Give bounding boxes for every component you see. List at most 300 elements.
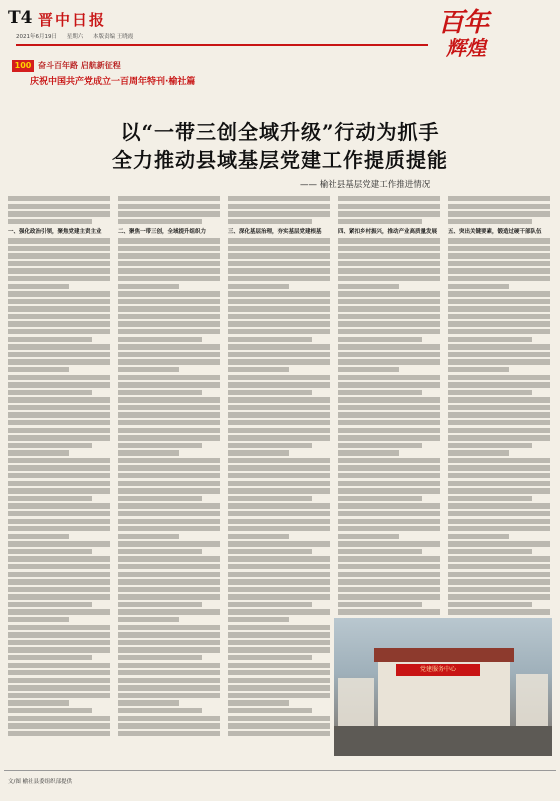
- text-line: [338, 428, 440, 433]
- text-line: [8, 321, 110, 326]
- text-line: [448, 211, 550, 216]
- text-line: [228, 420, 330, 425]
- date-line: [16, 32, 141, 40]
- issue-date: 2021年6月19日: [16, 34, 57, 40]
- text-line: [338, 204, 440, 209]
- text-line: [228, 481, 330, 486]
- text-line: [8, 700, 69, 705]
- text-line: [118, 549, 202, 554]
- text-line: [8, 246, 110, 251]
- text-line: [448, 367, 509, 372]
- text-line: [228, 617, 289, 622]
- text-line: [338, 519, 440, 524]
- text-line: [338, 314, 440, 319]
- text-line: [338, 481, 440, 486]
- text-line: [338, 238, 440, 243]
- text-line: [448, 450, 509, 455]
- headline-line-2: 全力推动县域基层党建工作提质提能: [112, 148, 448, 172]
- text-line: [338, 450, 399, 455]
- text-line: [338, 219, 422, 224]
- text-line: [228, 519, 330, 524]
- text-line: [118, 375, 220, 380]
- text-line: [228, 284, 289, 289]
- text-line: [338, 443, 422, 448]
- text-line: [8, 284, 69, 289]
- text-line: [118, 291, 220, 296]
- text-line: [8, 708, 92, 713]
- text-line: [228, 306, 330, 311]
- text-line: [8, 291, 110, 296]
- text-line: [338, 344, 440, 349]
- text-line: [338, 359, 440, 364]
- text-line: [448, 443, 532, 448]
- text-line: [8, 344, 110, 349]
- text-line: [338, 503, 440, 508]
- text-line: [338, 465, 440, 470]
- masthead: [8, 6, 398, 54]
- text-line: [448, 397, 550, 402]
- text-line: [228, 549, 312, 554]
- text-line: [338, 412, 440, 417]
- text-line: [338, 602, 422, 607]
- text-line: [228, 253, 330, 258]
- text-line: [118, 632, 220, 637]
- text-line: [448, 519, 550, 524]
- text-line: [338, 268, 440, 273]
- text-line: [118, 219, 202, 224]
- page-number: T4: [8, 8, 33, 28]
- text-line: [228, 564, 330, 569]
- text-line: [228, 329, 330, 334]
- text-line: [338, 261, 440, 266]
- text-line: [8, 625, 110, 630]
- text-line: [118, 420, 220, 425]
- text-line: [338, 253, 440, 258]
- text-line: [8, 693, 110, 698]
- text-line: [118, 625, 220, 630]
- text-line: [338, 458, 440, 463]
- text-line: [448, 428, 550, 433]
- text-line: [448, 594, 550, 599]
- text-line: [8, 352, 110, 357]
- text-line: [8, 329, 110, 334]
- text-line: [8, 655, 92, 660]
- text-line: [448, 306, 550, 311]
- text-line: [338, 367, 399, 372]
- text-line: [118, 519, 220, 524]
- text-line: [118, 359, 220, 364]
- text-line: [8, 685, 110, 690]
- text-line: [8, 716, 110, 721]
- text-line: [118, 647, 220, 652]
- text-line: [8, 519, 110, 524]
- text-line: [8, 435, 110, 440]
- text-line: [338, 276, 440, 281]
- text-line: [448, 534, 509, 539]
- text-line: [228, 541, 330, 546]
- text-line: [118, 708, 202, 713]
- text-line: [118, 253, 220, 258]
- text-line: [228, 587, 330, 592]
- text-line: [118, 196, 220, 201]
- text-line: [118, 329, 220, 334]
- text-line: [8, 458, 110, 463]
- text-line: [8, 496, 92, 501]
- text-line: [8, 481, 110, 486]
- text-line: [8, 670, 110, 675]
- text-line: [8, 511, 110, 516]
- text-line: [118, 655, 202, 660]
- text-line: [8, 609, 110, 614]
- text-line: [8, 465, 110, 470]
- text-line: [228, 443, 312, 448]
- text-line: [448, 435, 550, 440]
- text-line: [228, 609, 330, 614]
- special-banner: [8, 58, 428, 88]
- text-line: [448, 344, 550, 349]
- text-line: [338, 306, 440, 311]
- text-line: [118, 268, 220, 273]
- text-line: [228, 382, 330, 387]
- text-line: [338, 211, 440, 216]
- text-line: [228, 647, 330, 652]
- text-line: [338, 526, 440, 531]
- text-line: [228, 640, 330, 645]
- text-line: [338, 572, 440, 577]
- text-line: [228, 238, 330, 243]
- text-line: [338, 534, 399, 539]
- headline-line-1: 以“一带三创全域升级”行动为抓手: [120, 120, 440, 144]
- section-heading: 三、深化基层治理，夯实基层党建根基: [228, 229, 322, 236]
- text-line: [8, 211, 110, 216]
- text-line: [118, 382, 220, 387]
- text-line: [448, 564, 550, 569]
- party-service-center-photo: [334, 618, 552, 756]
- text-line: [118, 594, 220, 599]
- text-line: [228, 299, 330, 304]
- text-line: [118, 238, 220, 243]
- text-column: [118, 196, 220, 756]
- text-line: [118, 204, 220, 209]
- text-line: [228, 276, 330, 281]
- paper-name: 晋中日报: [38, 11, 107, 29]
- text-line: [338, 556, 440, 561]
- text-line: [228, 534, 289, 539]
- text-line: [8, 238, 110, 243]
- text-line: [448, 465, 550, 470]
- text-line: [448, 412, 550, 417]
- text-line: [228, 412, 330, 417]
- text-line: [228, 465, 330, 470]
- text-line: [228, 405, 330, 410]
- text-line: [8, 196, 110, 201]
- centenary-small: 辉煌: [446, 36, 486, 60]
- text-line: [448, 196, 550, 201]
- text-line: [118, 564, 220, 569]
- text-line: [448, 549, 532, 554]
- article-subtitle: —— 榆社县基层党建工作推进情况: [300, 180, 431, 190]
- text-line: [228, 685, 330, 690]
- text-line: [118, 587, 220, 592]
- text-line: [228, 458, 330, 463]
- text-line: [448, 246, 550, 251]
- text-line: [8, 412, 110, 417]
- text-line: [228, 655, 312, 660]
- text-line: [118, 640, 220, 645]
- text-line: [228, 219, 312, 224]
- text-line: [448, 488, 550, 493]
- text-line: [118, 541, 220, 546]
- centenary-art-title: [432, 0, 552, 58]
- text-line: [228, 435, 330, 440]
- text-line: [338, 435, 440, 440]
- text-column: [8, 196, 110, 756]
- section-heading: 一、强化政治引领，聚焦党建主责主业: [8, 229, 102, 236]
- text-line: [8, 526, 110, 531]
- text-line: [118, 678, 220, 683]
- text-line: [448, 572, 550, 577]
- text-line: [338, 196, 440, 201]
- text-line: [338, 609, 440, 614]
- text-line: [8, 541, 110, 546]
- text-line: [118, 723, 220, 728]
- text-line: [228, 473, 330, 478]
- text-line: [118, 450, 179, 455]
- text-line: [8, 382, 110, 387]
- text-line: [8, 204, 110, 209]
- text-line: [118, 405, 220, 410]
- text-line: [228, 700, 289, 705]
- text-line: [228, 344, 330, 349]
- section-heading: 五、突出关键要素，锻造过硬干部队伍: [448, 229, 542, 236]
- section-heading: 二、聚焦一带三创，全域提升组织力: [118, 229, 207, 236]
- text-line: [8, 594, 110, 599]
- text-line: [118, 534, 179, 539]
- text-line: [118, 276, 220, 281]
- text-line: [8, 306, 110, 311]
- text-line: [338, 284, 399, 289]
- text-line: [228, 397, 330, 402]
- text-line: [338, 579, 440, 584]
- text-line: [338, 390, 422, 395]
- text-line: [228, 602, 312, 607]
- text-line: [118, 572, 220, 577]
- text-line: [8, 359, 110, 364]
- text-line: [448, 390, 532, 395]
- text-line: [8, 390, 92, 395]
- text-line: [228, 352, 330, 357]
- text-line: [118, 435, 220, 440]
- text-line: [8, 367, 69, 372]
- text-line: [228, 337, 312, 342]
- text-line: [8, 731, 110, 736]
- text-line: [118, 556, 220, 561]
- photo-credit: 文/图 榆社县委组织部提供: [8, 779, 73, 785]
- text-line: [448, 238, 550, 243]
- text-line: [118, 579, 220, 584]
- text-line: [118, 465, 220, 470]
- text-line: [448, 276, 550, 281]
- text-line: [118, 481, 220, 486]
- text-line: [448, 359, 550, 364]
- text-line: [118, 390, 202, 395]
- text-line: [8, 420, 110, 425]
- text-line: [118, 337, 202, 342]
- text-line: [448, 541, 550, 546]
- text-line: [338, 291, 440, 296]
- text-line: [8, 261, 110, 266]
- text-line: [448, 526, 550, 531]
- text-line: [118, 700, 179, 705]
- text-line: [8, 723, 110, 728]
- text-line: [448, 587, 550, 592]
- footer-rule: [4, 770, 556, 771]
- text-line: [118, 473, 220, 478]
- text-line: [228, 246, 330, 251]
- text-line: [448, 420, 550, 425]
- text-line: [118, 693, 220, 698]
- text-line: [118, 488, 220, 493]
- text-line: [448, 204, 550, 209]
- text-line: [8, 253, 110, 258]
- text-line: [118, 284, 179, 289]
- text-line: [338, 488, 440, 493]
- text-line: [448, 219, 532, 224]
- text-line: [118, 609, 220, 614]
- text-line: [118, 211, 220, 216]
- text-line: [338, 352, 440, 357]
- text-line: [8, 678, 110, 683]
- text-line: [448, 321, 550, 326]
- text-line: [8, 572, 110, 577]
- text-line: [228, 693, 330, 698]
- text-line: [118, 670, 220, 675]
- text-line: [228, 204, 330, 209]
- text-line: [228, 268, 330, 273]
- text-line: [338, 246, 440, 251]
- text-line: [118, 602, 202, 607]
- text-line: [118, 306, 220, 311]
- text-line: [228, 716, 330, 721]
- text-line: [228, 572, 330, 577]
- text-line: [448, 268, 550, 273]
- text-line: [8, 299, 110, 304]
- text-line: [228, 579, 330, 584]
- text-line: [8, 405, 110, 410]
- text-line: [8, 534, 69, 539]
- text-line: [118, 397, 220, 402]
- centenary-big: 百年: [438, 8, 489, 38]
- text-line: [118, 663, 220, 668]
- text-line: [448, 473, 550, 478]
- text-line: [8, 268, 110, 273]
- text-line: [118, 503, 220, 508]
- text-line: [228, 488, 330, 493]
- text-line: [448, 503, 550, 508]
- text-line: [118, 321, 220, 326]
- building-sign: 党建服务中心: [396, 664, 480, 676]
- article-headline: [0, 118, 560, 174]
- text-line: [228, 367, 289, 372]
- text-line: [228, 359, 330, 364]
- text-line: [228, 503, 330, 508]
- text-line: [448, 602, 532, 607]
- text-line: [448, 382, 550, 387]
- text-line: [448, 329, 550, 334]
- text-line: [228, 663, 330, 668]
- text-line: [448, 496, 532, 501]
- text-line: [448, 458, 550, 463]
- weekday: 星期六: [66, 34, 84, 40]
- editor: 本版责编 王晓霞: [93, 34, 134, 40]
- text-line: [8, 556, 110, 561]
- text-line: [338, 473, 440, 478]
- text-line: [118, 731, 220, 736]
- text-line: [8, 579, 110, 584]
- text-line: [448, 352, 550, 357]
- text-line: [118, 261, 220, 266]
- text-line: [118, 344, 220, 349]
- text-line: [228, 526, 330, 531]
- text-line: [228, 678, 330, 683]
- text-line: [8, 473, 110, 478]
- text-line: [228, 321, 330, 326]
- text-line: [448, 314, 550, 319]
- text-line: [8, 450, 69, 455]
- text-line: [228, 291, 330, 296]
- text-line: [338, 321, 440, 326]
- text-line: [228, 708, 312, 713]
- text-line: [228, 556, 330, 561]
- text-line: [228, 450, 289, 455]
- text-line: [8, 617, 69, 622]
- text-line: [8, 503, 110, 508]
- text-line: [118, 352, 220, 357]
- text-line: [228, 390, 312, 395]
- text-line: [228, 261, 330, 266]
- text-line: [448, 299, 550, 304]
- text-line: [8, 564, 110, 569]
- text-line: [118, 617, 179, 622]
- text-line: [118, 314, 220, 319]
- text-line: [8, 549, 92, 554]
- text-line: [118, 246, 220, 251]
- text-line: [448, 405, 550, 410]
- text-line: [118, 526, 220, 531]
- text-line: [118, 511, 220, 516]
- text-line: [338, 564, 440, 569]
- text-line: [228, 196, 330, 201]
- text-line: [338, 299, 440, 304]
- text-line: [228, 211, 330, 216]
- text-line: [228, 670, 330, 675]
- text-line: [8, 276, 110, 281]
- slogan: 奋斗百年路 启航新征程: [38, 61, 121, 70]
- text-line: [228, 632, 330, 637]
- text-line: [118, 428, 220, 433]
- text-line: [338, 375, 440, 380]
- text-line: [448, 609, 550, 614]
- text-line: [8, 219, 92, 224]
- text-line: [228, 511, 330, 516]
- text-line: [448, 579, 550, 584]
- text-line: [228, 594, 330, 599]
- text-line: [448, 261, 550, 266]
- text-line: [8, 640, 110, 645]
- text-line: [228, 428, 330, 433]
- text-line: [228, 375, 330, 380]
- text-line: [448, 375, 550, 380]
